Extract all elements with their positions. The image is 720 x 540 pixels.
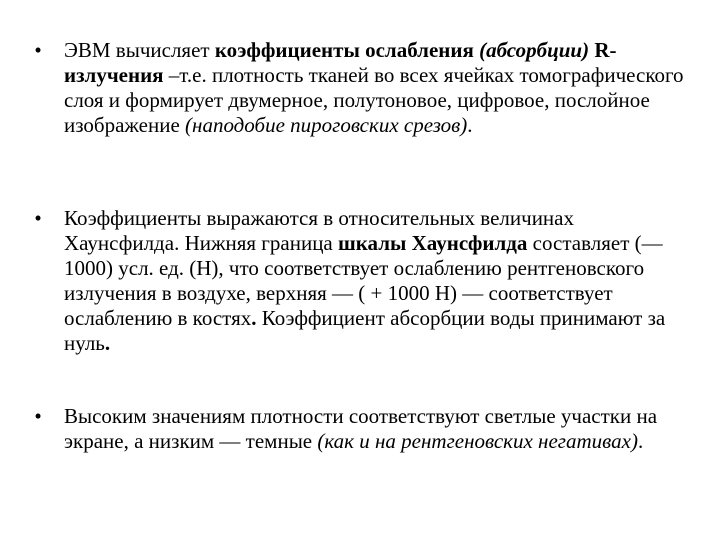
- text-segment-bold: .: [251, 306, 257, 330]
- text-segment: составляет (—1000) усл. ед. (Н), что соответствует ослаблению рентгеновского излучения в воздухе, верхняя — ( + 1000 Н) — соответствует ослаблению в костях: [64, 231, 663, 330]
- text-segment-bold-italic: (абсорбции): [479, 38, 590, 62]
- bullet-icon: •: [34, 38, 42, 62]
- bullet-item-density-brightness: [34, 404, 684, 454]
- text-segment: .: [637, 429, 644, 453]
- text-segment-bold: R-излучения: [64, 38, 617, 87]
- text-segment-italic: (как и на рентгеновских негативах): [317, 429, 638, 453]
- bullet-item-hounsfield-scale: [34, 206, 684, 356]
- text-segment: .: [467, 113, 473, 137]
- text-segment-italic: (наподобие пироговских срезов): [185, 113, 468, 137]
- bullet-item-ct-coefficients: [34, 38, 684, 138]
- text-segment: Коэффициенты выражаются в относительных величинах Хаунсфилда. Нижняя граница: [64, 206, 574, 255]
- text-segment-bold: коэффициенты ослабления: [214, 38, 474, 62]
- text-segment-bold: .: [104, 331, 111, 355]
- bullet-icon: •: [34, 404, 42, 428]
- text-segment: –т.е. плотность тканей во всех ячейках томографического слоя и формирует двумерное, полутоновое, цифровое, послойное изображение: [64, 63, 684, 137]
- text-segment-bold: шкалы Хаунсфилда: [338, 231, 528, 255]
- text-segment: Коэффициент абсорбции воды принимают за нуль: [64, 306, 666, 355]
- text-segment: Высоким значениям плотности соответствуют светлые участки на экране, а низким — темные: [64, 404, 658, 453]
- bullet-icon: •: [34, 206, 42, 230]
- text-segment: ЭВМ вычисляет: [64, 38, 215, 62]
